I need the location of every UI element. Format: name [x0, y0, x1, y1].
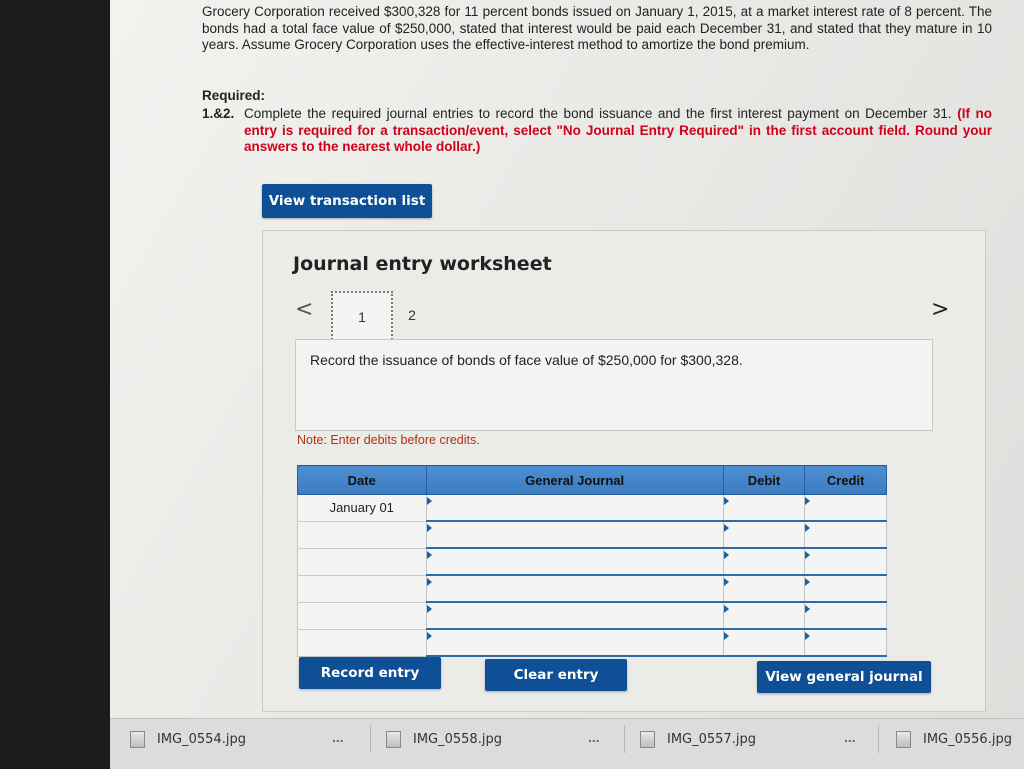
table-row	[298, 602, 887, 629]
credit-cell[interactable]	[805, 521, 887, 548]
journal-entry-worksheet	[262, 230, 986, 712]
date-cell[interactable]	[298, 629, 427, 656]
account-cell[interactable]	[426, 602, 723, 629]
screen	[110, 0, 1024, 718]
view-general-journal-button[interactable]: View general journal	[757, 661, 931, 693]
download-file-name: IMG_0554.jpg	[157, 732, 246, 747]
download-item[interactable]	[896, 731, 1012, 748]
required-instructions	[202, 106, 992, 156]
header-credit: Credit	[805, 466, 887, 495]
credit-cell[interactable]	[805, 602, 887, 629]
credit-cell[interactable]	[805, 629, 887, 656]
download-file-name: IMG_0558.jpg	[413, 732, 502, 747]
date-cell[interactable]	[298, 575, 427, 602]
required-text: Complete the required journal entries to record the bond issuance and the first interest payment on December 31.	[244, 106, 952, 121]
divider	[370, 725, 371, 753]
previous-page-icon[interactable]: <	[295, 297, 314, 322]
download-item[interactable]	[386, 731, 502, 748]
required-text-block	[244, 106, 992, 156]
clear-entry-button[interactable]: Clear entry	[485, 659, 627, 691]
debit-cell[interactable]	[723, 629, 805, 656]
table-row	[298, 495, 887, 522]
record-entry-button[interactable]: Record entry	[299, 657, 441, 689]
debit-cell[interactable]	[723, 495, 805, 522]
journal-header-row	[298, 466, 887, 495]
more-options-icon[interactable]: ...	[588, 729, 600, 745]
download-bar	[110, 718, 1024, 769]
table-row	[298, 548, 887, 575]
debit-cell[interactable]	[723, 521, 805, 548]
download-item[interactable]	[130, 731, 246, 748]
date-cell[interactable]	[298, 602, 427, 629]
debit-cell[interactable]	[723, 602, 805, 629]
debit-cell[interactable]	[723, 575, 805, 602]
download-file-name: IMG_0557.jpg	[667, 732, 756, 747]
image-file-icon	[640, 731, 655, 748]
download-item[interactable]	[640, 731, 756, 748]
credit-cell[interactable]	[805, 575, 887, 602]
more-options-icon[interactable]: ...	[844, 729, 856, 745]
required-title: Required:	[202, 88, 266, 103]
table-row	[298, 629, 887, 656]
view-transaction-list-button[interactable]: View transaction list	[262, 184, 432, 218]
account-cell[interactable]	[426, 629, 723, 656]
date-cell[interactable]	[298, 521, 427, 548]
table-row	[298, 521, 887, 548]
account-cell[interactable]	[426, 548, 723, 575]
required-number: 1.&2.	[202, 106, 235, 121]
account-cell[interactable]	[426, 521, 723, 548]
page-tab-1[interactable]: 1	[331, 291, 393, 343]
date-cell[interactable]: January 01	[298, 495, 427, 522]
debit-cell[interactable]	[723, 548, 805, 575]
header-debit: Debit	[723, 466, 805, 495]
image-file-icon	[386, 731, 401, 748]
divider	[878, 725, 879, 753]
transaction-description: Record the issuance of bonds of face value of $250,000 for $300,328.	[310, 352, 743, 368]
more-options-icon[interactable]: ...	[332, 729, 344, 745]
worksheet-title: Journal entry worksheet	[293, 253, 552, 275]
required-red-note: (If no entry is required for a transaction/event, select "No Journal Entry Required" in the first account field. Round your answers to the nearest whole dollar.)	[244, 106, 992, 154]
problem-text: Grocery Corporation received $300,328 for 11 percent bonds issued on January 1, 2015, at a market interest rate of 8 percent. The bonds had a total face value of $250,000, stated that interest would be paid each December 31, and stated that they mature in 10 years. Assume Grocery Corporation uses the effective-interest method to amortize the bond premium.	[202, 4, 992, 52]
account-cell[interactable]	[426, 575, 723, 602]
image-file-icon	[130, 731, 145, 748]
table-row	[298, 575, 887, 602]
image-file-icon	[896, 731, 911, 748]
download-file-name: IMG_0556.jpg	[923, 732, 1012, 747]
account-cell[interactable]	[426, 495, 723, 522]
credit-cell[interactable]	[805, 548, 887, 575]
header-general-journal: General Journal	[426, 466, 723, 495]
header-date: Date	[298, 466, 427, 495]
transaction-description-box	[295, 339, 933, 431]
credit-cell[interactable]	[805, 495, 887, 522]
next-page-icon[interactable]: >	[931, 297, 950, 322]
debit-credit-note: Note: Enter debits before credits.	[297, 433, 480, 447]
journal-table	[297, 465, 887, 657]
divider	[624, 725, 625, 753]
page-tab-2[interactable]: 2	[408, 307, 416, 323]
date-cell[interactable]	[298, 548, 427, 575]
